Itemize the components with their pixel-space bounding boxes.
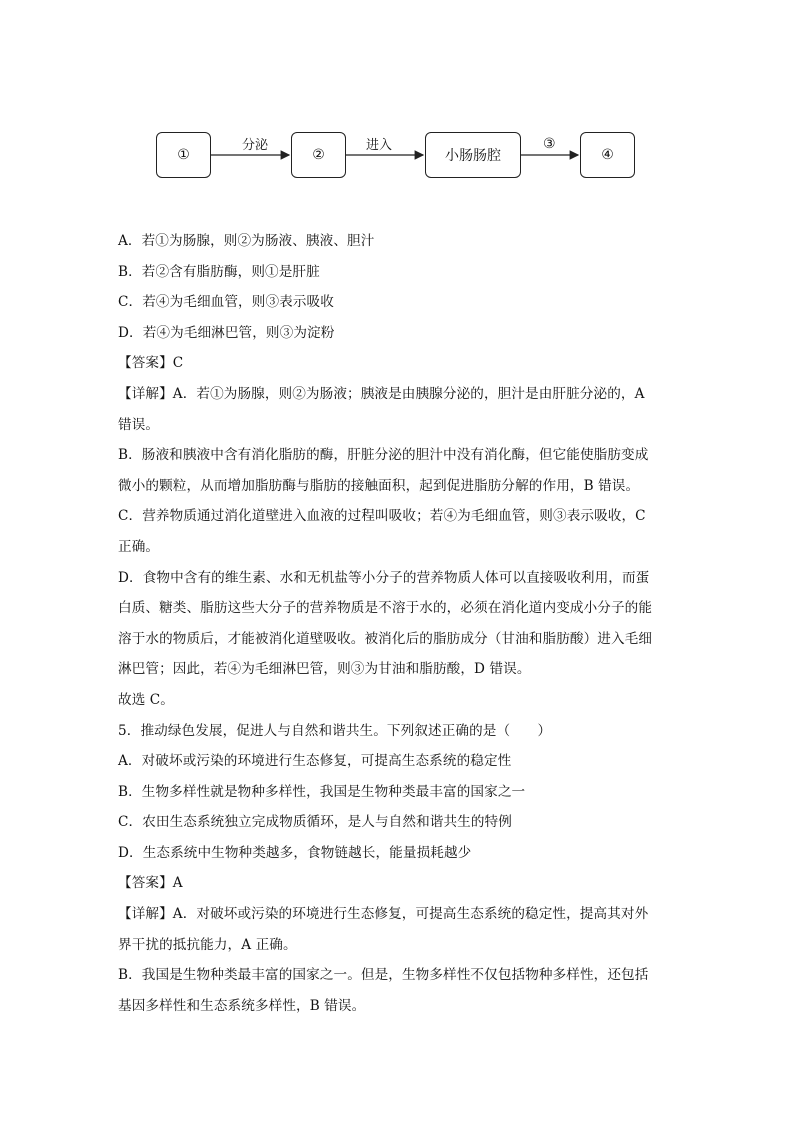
- explanation-line: 正确。: [118, 538, 160, 555]
- explanation-line: D．食物中含有的维生素、水和无机盐等小分子的营养物质人体可以直接吸收利用，而蛋: [118, 569, 650, 586]
- option-c: C．若④为毛细血管，则③表示吸收: [118, 294, 334, 311]
- flow-arrows: [0, 0, 794, 200]
- option-a: A．若①为肠腺，则②为肠液、胰液、胆汁: [118, 233, 375, 249]
- q5-explanation-line: 界干扰的抵抗能力，A 正确。: [118, 936, 297, 953]
- flow-diagram: [0, 0, 794, 200]
- node-1: [156, 132, 211, 178]
- q5-explanation-line: B．我国是生物种类最丰富的国家之一。但是，生物多样性不仅包括物种多样性，还包括: [118, 967, 649, 984]
- answer: 【答案】C: [118, 355, 184, 372]
- conclusion: 故选 C。: [118, 691, 175, 708]
- question-5-stem: 5．推动绿色发展，促进人与自然和谐共生。下列叙述正确的是（ ）: [118, 722, 552, 739]
- explanation-line: 白质、糖类、脂肪这些大分子的营养物质是不溶于水的，必须在消化道内变成小分子的能: [118, 600, 653, 617]
- q5-explanation-line: 【详解】A．对破坏或污染的环境进行生态修复，可提高生态系统的稳定性，提高其对外: [118, 906, 649, 923]
- option-d: D．若④为毛细淋巴管，则③为淀粉: [118, 324, 335, 341]
- node-2: [291, 132, 346, 178]
- option-b: B．若②含有脂肪酶，则①是肝脏: [118, 263, 320, 280]
- explanation-line: 淋巴管；因此，若④为毛细淋巴管，则③为甘油和脂肪酸，D 错误。: [118, 661, 531, 678]
- explanation-line: 【详解】A．若①为肠腺，则②为肠液；胰液是由胰腺分泌的，胆汁是由肝脏分泌的，A: [118, 385, 645, 402]
- q5-explanation-line: 基因多样性和生态系统多样性，B 错误。: [118, 997, 366, 1014]
- explanation-line: 错误。: [118, 416, 160, 433]
- node-2-label: ②: [312, 147, 325, 163]
- q5-option-a: A．对破坏或污染的环境进行生态修复，可提高生态系统的稳定性: [118, 753, 512, 770]
- question-text: [118, 226, 678, 1021]
- explanation-line: 溶于水的物质后，才能被消化道壁吸收。被消化后的脂肪成分（甘油和脂肪酸）进入毛细: [118, 630, 653, 647]
- node-1-label: ①: [177, 147, 190, 163]
- node-4-label: ④: [601, 147, 614, 163]
- node-4: [580, 132, 635, 178]
- q5-answer: 【答案】A: [118, 875, 183, 892]
- q5-option-c: C．农田生态系统独立完成物质循环，是人与自然和谐共生的特例: [118, 814, 512, 831]
- explanation-line: C．营养物质通过消化道壁进入血液的过程叫吸收；若④为毛细血管，则③表示吸收，C: [118, 508, 646, 525]
- edge-label-1: 分泌: [242, 138, 269, 153]
- edge-label-2: 进入: [366, 138, 393, 153]
- q5-option-b: B．生物多样性就是物种多样性，我国是生物种类最丰富的国家之一: [118, 783, 526, 800]
- explanation-line: B．肠液和胰液中含有消化脂肪的酶，肝脏分泌的胆汁中没有消化酶，但它能使脂肪变成: [118, 447, 649, 464]
- node-3-label: 小肠肠腔: [445, 148, 501, 164]
- edge-label-3: ③: [543, 136, 556, 152]
- explanation-line: 微小的颗粒，从而增加脂肪酶与脂肪的接触面积，起到促进脂肪分解的作用，B 错误。: [118, 477, 640, 494]
- q5-option-d: D．生态系统中生物种类越多，食物链越长，能量损耗越少: [118, 844, 472, 861]
- node-3: [425, 132, 521, 178]
